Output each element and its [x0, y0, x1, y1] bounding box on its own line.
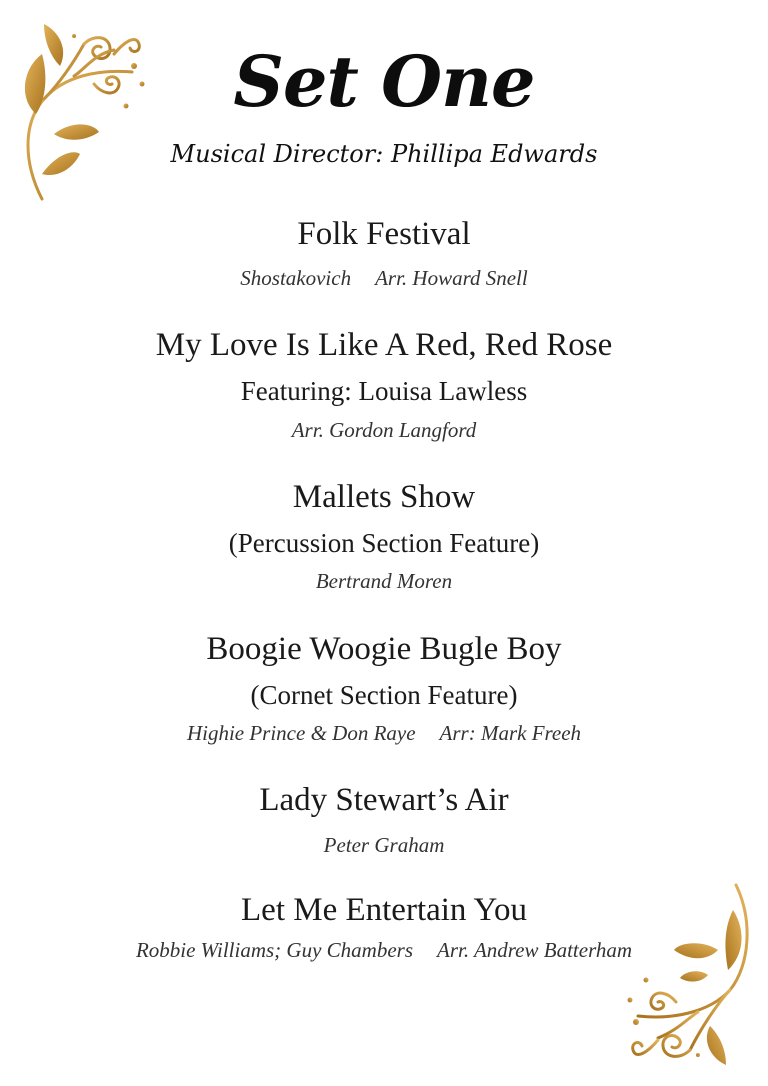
piece-title: Folk Festival	[297, 216, 471, 252]
piece-credit	[0, 721, 768, 746]
piece-subtitle: (Cornet Section Feature)	[250, 680, 518, 710]
arranger: Arr. Andrew Batterham	[437, 938, 633, 962]
piece-credit: Bertrand Moren	[315, 569, 453, 593]
piece-subtitle: Featuring: Louisa Lawless	[240, 376, 528, 406]
piece-title: Mallets Show	[292, 479, 476, 515]
composer: Robbie Williams; Guy Chambers	[135, 938, 413, 962]
piece-credit	[0, 266, 768, 291]
arranger: Arr. Howard Snell	[375, 266, 528, 290]
piece-title: Let Me Entertain You	[241, 892, 527, 928]
piece-title: Lady Stewart’s Air	[259, 782, 509, 818]
composer: Shostakovich	[240, 266, 352, 290]
arranger: Arr: Mark Freeh	[439, 721, 582, 745]
piece-title: Boogie Woogie Bugle Boy	[206, 631, 562, 667]
composer: Highie Prince & Don Raye	[186, 721, 416, 745]
piece-credit: Arr. Gordon Langford	[291, 418, 477, 442]
floral-ornament-bottom-right-icon	[618, 880, 758, 1075]
piece-subtitle: (Percussion Section Feature)	[228, 528, 540, 558]
piece-title: My Love Is Like A Red, Red Rose	[155, 327, 613, 363]
piece-credit: Peter Graham	[323, 833, 445, 857]
page-title: Set One	[233, 40, 535, 123]
musical-director: Musical Director: Phillipa Edwards	[170, 140, 598, 168]
